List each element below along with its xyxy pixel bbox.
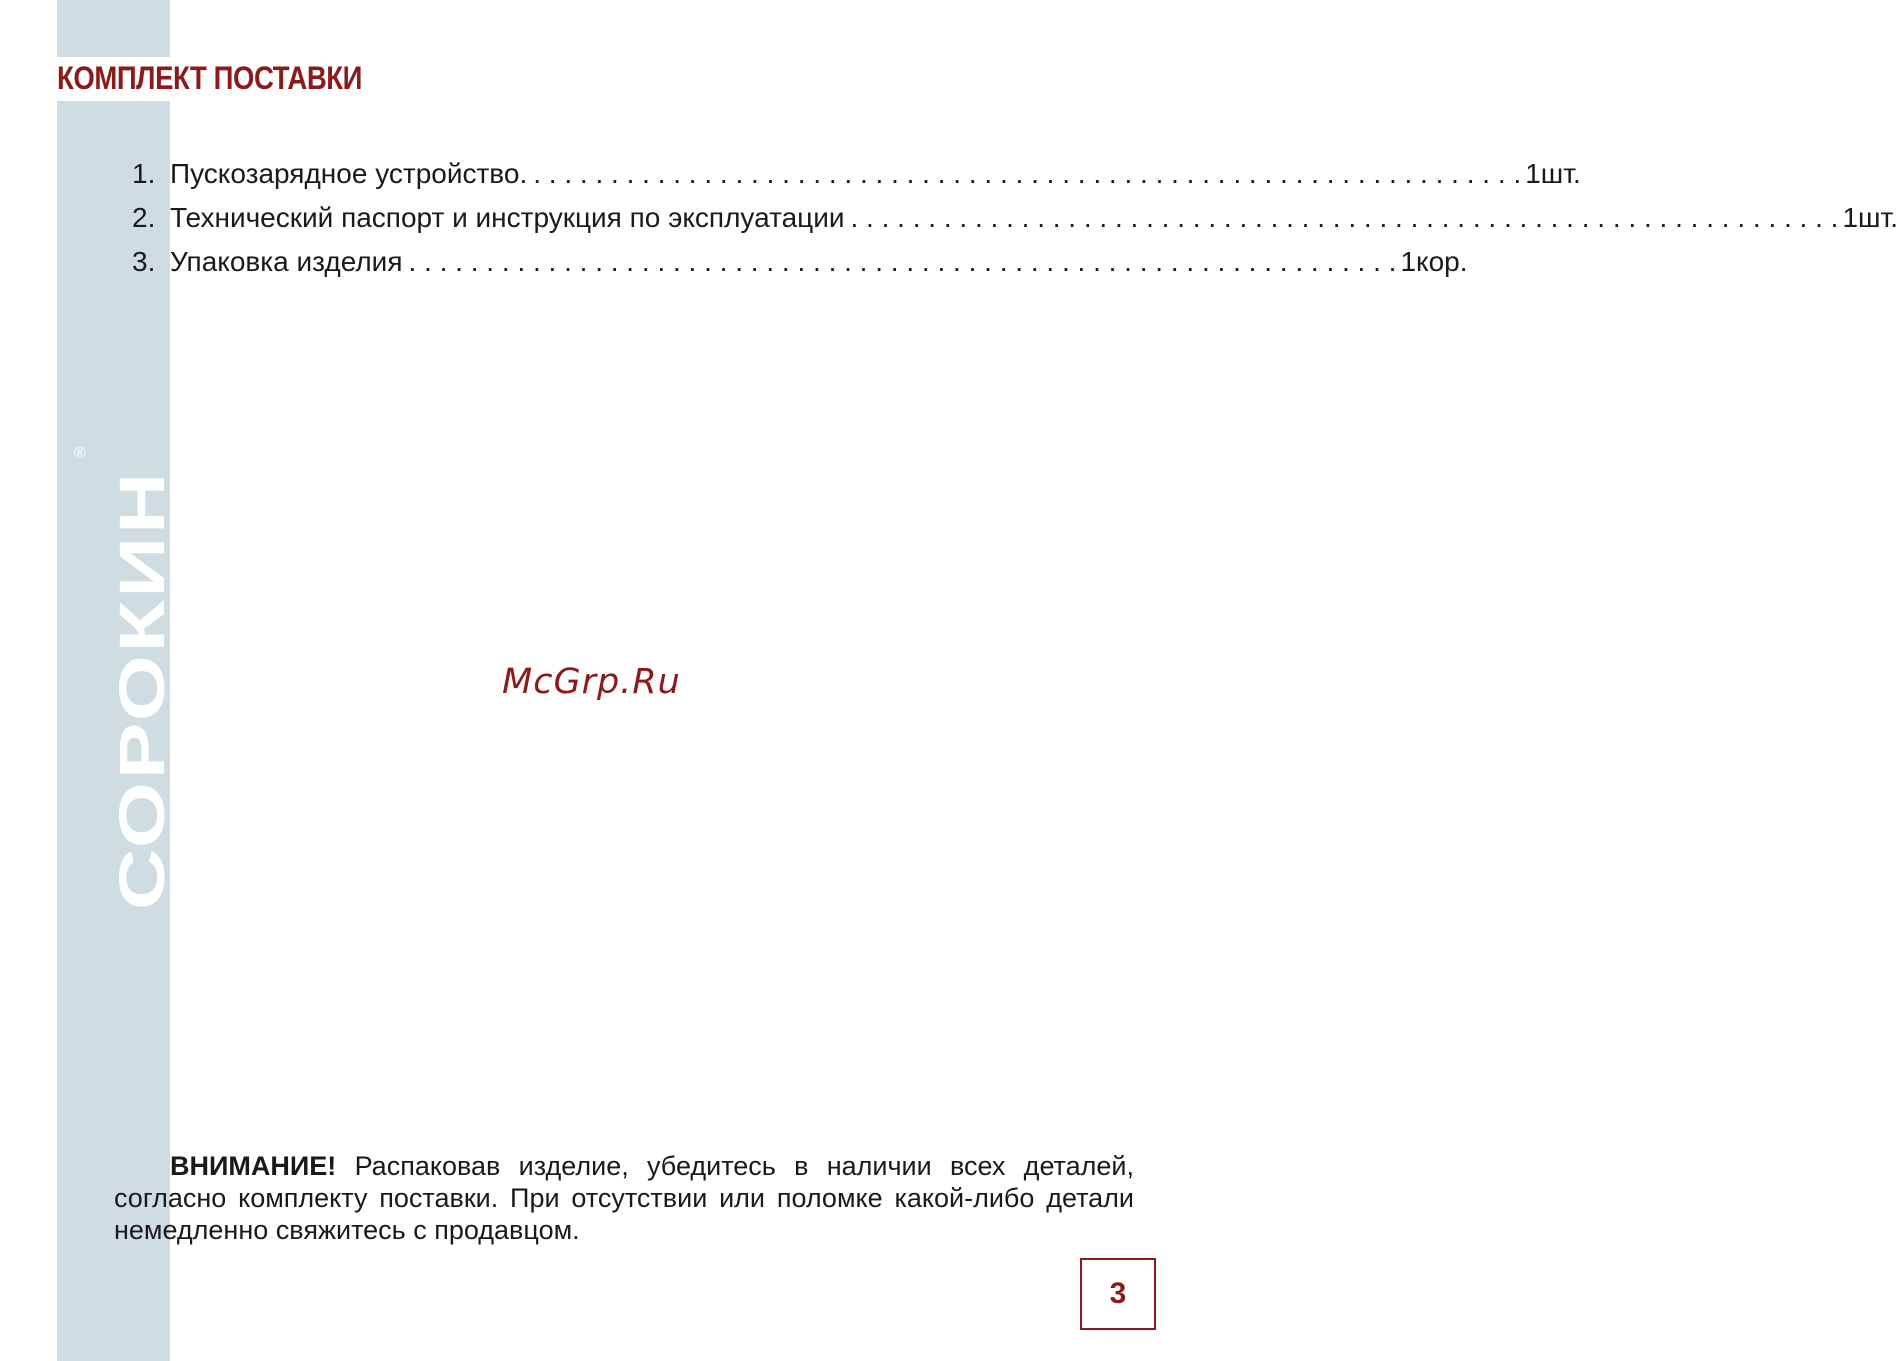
item-number: 1.: [132, 158, 156, 189]
item-label: Пускозарядное устройство.: [170, 158, 528, 189]
brand-logo-slogan: ИНСТРУМЕНТ С ИМЕНЕМ: [175, 639, 197, 910]
delivery-list: [132, 152, 1898, 284]
list-item: [132, 152, 1581, 196]
item-quantity: 1шт.: [1842, 202, 1898, 233]
dot-leader: [408, 240, 1396, 284]
item-label: Упаковка изделия: [170, 246, 403, 277]
registered-mark-icon: ®: [74, 445, 86, 462]
page-number-box: [1080, 1258, 1156, 1330]
list-item: [132, 196, 1898, 240]
watermark: McGrp.Ru: [502, 662, 681, 702]
page-title: КОМПЛЕКТ ПОСТАВКИ: [57, 60, 362, 96]
page-number: 3: [1109, 1277, 1127, 1310]
item-number: 3.: [132, 246, 156, 277]
brand-logo-wordmark: СОРОКИН: [106, 578, 178, 910]
list-item: [132, 240, 1468, 284]
dot-leader: [533, 152, 1521, 196]
notice-text: Распаковав изделие, убедитесь в наличии всех деталей, согласно комплекту поставки. При отсутствии или поломке какой-либо детали немедленно свяжитесь с продавцом.: [114, 1151, 1134, 1245]
item-quantity: 1шт.: [1525, 158, 1581, 189]
brand-logo: [60, 430, 197, 930]
item-label: Технический паспорт и инструкция по эксплуатации: [170, 202, 845, 233]
item-quantity: 1кор.: [1400, 246, 1468, 277]
item-number: 2.: [132, 202, 156, 233]
notice-lead: ВНИМАНИЕ!: [170, 1151, 337, 1181]
dot-leader: [850, 196, 1838, 240]
notice-paragraph: [114, 1150, 1134, 1246]
